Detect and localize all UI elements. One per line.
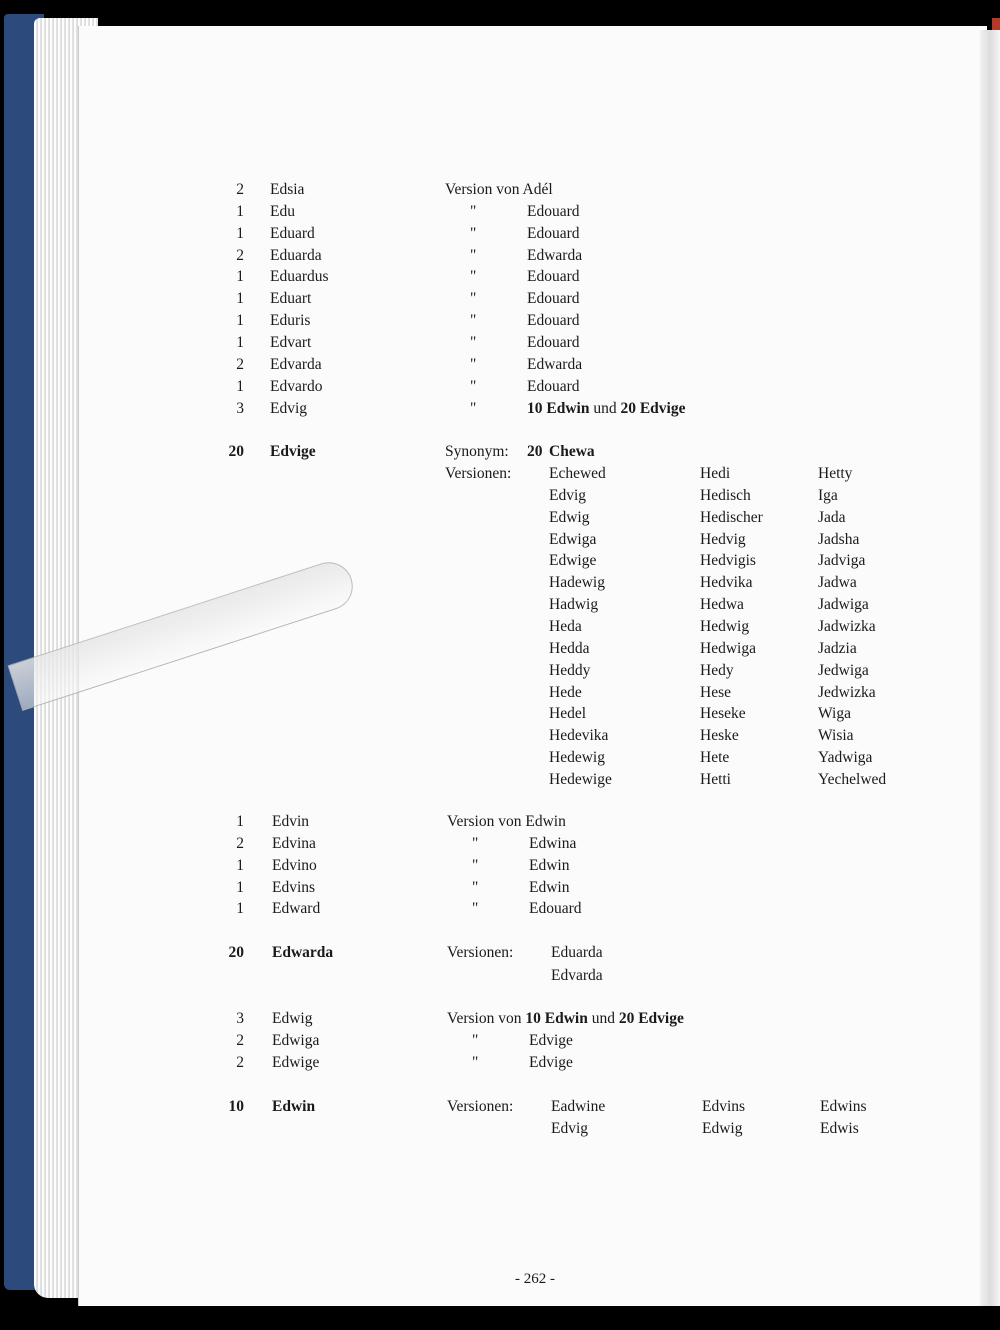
ditto-mark: " <box>472 1032 479 1049</box>
entry-count: 1 <box>236 202 244 220</box>
version-name: Jadzia <box>818 639 857 657</box>
entry-version: Edwin <box>529 878 570 896</box>
version-name: Hedewig <box>549 749 605 767</box>
version-name: Yechelwed <box>818 770 887 788</box>
synonym-label: Synonym: <box>445 443 509 460</box>
entry-row <box>0 857 1000 879</box>
version-name: Wiga <box>818 705 851 723</box>
entry-row <box>0 813 1000 835</box>
ditto-mark: " <box>472 1053 479 1071</box>
entry-row <box>0 531 1000 553</box>
ditto-mark: " <box>472 900 479 918</box>
entry-row <box>0 356 1000 378</box>
entry-version: Edouard <box>527 202 580 220</box>
entry-version: Edouard <box>527 333 580 351</box>
entry-version: Edwin <box>529 856 570 874</box>
entry-count: 2 <box>236 181 244 198</box>
version-name: Eduarda <box>551 944 603 961</box>
entry-row <box>0 1120 1000 1142</box>
entry-row <box>0 509 1000 531</box>
version-name: Hese <box>700 683 731 701</box>
version-name: Edvins <box>702 1098 746 1115</box>
entry-row <box>0 400 1000 422</box>
entry-row <box>0 378 1000 400</box>
entry-name: Eduardus <box>270 268 329 286</box>
entry-name: Edwiga <box>272 1032 320 1049</box>
entry-name: Edvart <box>270 333 312 351</box>
entry-row <box>0 443 1000 465</box>
entry-count: 2 <box>236 355 244 373</box>
version-name: Heda <box>549 617 582 635</box>
ditto-mark: " <box>472 878 479 896</box>
synonym-number: 20 <box>527 443 543 460</box>
entry-name: Eduard <box>270 224 315 242</box>
entry-row <box>0 552 1000 574</box>
entry-row <box>0 1054 1000 1076</box>
page-number: - 262 - <box>515 1271 555 1287</box>
version-name: Jadwa <box>818 574 857 592</box>
version-name: Hedisch <box>700 486 751 504</box>
version-name: Jedwiga <box>818 661 869 679</box>
entry-row <box>0 465 1000 487</box>
version-name: Hedwa <box>700 596 744 614</box>
version-name: Hede <box>549 683 582 701</box>
entry-version: Version von Adél <box>445 181 553 198</box>
version-name: Hedevika <box>549 727 609 745</box>
entry-version: Edvige <box>529 1053 573 1071</box>
version-part: Edvige <box>638 1010 684 1027</box>
version-part: und <box>593 400 621 417</box>
entry-version: Edouard <box>527 268 580 286</box>
entry-name: Edvins <box>272 878 316 896</box>
entry-name: Edvina <box>272 834 316 852</box>
entry-name: Edvino <box>272 856 317 874</box>
entry-row <box>0 334 1000 356</box>
entry-version: Edouard <box>529 900 582 918</box>
version-name: Heske <box>700 727 739 745</box>
entry-name: Edwige <box>272 1053 320 1071</box>
versions-label: Versionen: <box>445 465 512 482</box>
entry-count: 2 <box>236 1053 244 1071</box>
entry-row <box>0 181 1000 203</box>
entry-name: Edsia <box>270 181 305 198</box>
entry-row <box>0 944 1000 966</box>
entry-name: Edvarda <box>270 355 322 373</box>
entry-row <box>0 771 1000 793</box>
version-name: Heddy <box>549 661 591 679</box>
version-part: 20 <box>620 400 640 417</box>
entry-name: Edvig <box>270 400 308 417</box>
entry-name: Edwarda <box>272 944 334 961</box>
entry-name: Edvin <box>272 813 310 830</box>
version-name: Hedewige <box>549 770 612 788</box>
version-part: Edvige <box>639 400 686 417</box>
version-name: Yadwiga <box>818 749 873 767</box>
version-part: Edwin <box>546 400 594 417</box>
version-part: 10 <box>527 400 547 417</box>
entry-name: Edvige <box>270 443 316 460</box>
entry-version <box>447 1010 684 1028</box>
entry-name: Eduarda <box>270 246 322 264</box>
entry-name: Eduris <box>270 312 311 330</box>
version-name: Hedi <box>700 465 731 482</box>
version-name: Hedel <box>549 705 587 723</box>
entry-version: Edouard <box>527 290 580 308</box>
ditto-mark: " <box>472 834 479 852</box>
entry-version <box>527 400 686 418</box>
entry-row <box>0 487 1000 509</box>
entry-version: Edwarda <box>527 355 583 373</box>
version-part: 20 <box>618 1010 639 1027</box>
entry-version: Edwarda <box>527 246 583 264</box>
version-name: Hedvika <box>700 574 753 592</box>
entry-row <box>0 749 1000 771</box>
entry-row <box>0 1010 1000 1032</box>
entry-version: Edouard <box>527 377 580 395</box>
entry-count: 20 <box>228 443 244 460</box>
version-name: Hedvigis <box>700 552 756 570</box>
bookmark-ribbon <box>992 18 1000 30</box>
synonym-name: Chewa <box>549 443 595 460</box>
version-name: Edwig <box>702 1119 743 1137</box>
ditto-mark: " <box>470 224 477 242</box>
entry-row <box>0 203 1000 225</box>
version-name: Wisia <box>818 727 854 745</box>
version-name: Hedwiga <box>700 639 756 657</box>
version-name: Edvig <box>549 486 587 504</box>
versions-label: Versionen: <box>447 1098 514 1115</box>
entry-count: 2 <box>236 834 244 852</box>
version-name: Jadviga <box>818 552 866 570</box>
entry-count: 1 <box>236 878 244 896</box>
entry-count: 1 <box>236 377 244 395</box>
version-name: Edwig <box>549 508 590 526</box>
version-name: Eadwine <box>551 1098 606 1115</box>
entry-row <box>0 596 1000 618</box>
ditto-mark: " <box>470 246 477 264</box>
entry-count: 10 <box>228 1098 244 1115</box>
entry-count: 20 <box>228 944 244 961</box>
entry-count: 1 <box>236 224 244 242</box>
version-name: Edvarda <box>551 967 603 984</box>
ditto-mark: " <box>470 355 477 373</box>
entry-count: 3 <box>236 1010 244 1027</box>
ditto-mark: " <box>470 312 477 330</box>
entry-row <box>0 574 1000 596</box>
version-name: Hetty <box>818 465 853 482</box>
version-name: Jadwiga <box>818 596 869 614</box>
version-name: Hedwig <box>700 617 750 635</box>
entry-count: 1 <box>236 312 244 330</box>
entry-count: 1 <box>236 333 244 351</box>
ditto-mark: " <box>470 202 477 220</box>
version-name: Echewed <box>549 465 606 482</box>
entry-row <box>0 835 1000 857</box>
version-name: Heseke <box>700 705 746 723</box>
version-name: Hete <box>700 749 730 767</box>
ditto-mark: " <box>470 377 477 395</box>
entry-count: 1 <box>236 813 244 830</box>
ditto-mark: " <box>470 400 477 417</box>
entry-row <box>0 268 1000 290</box>
entry-version: Edouard <box>527 312 580 330</box>
version-name: Edwins <box>820 1098 867 1115</box>
version-name: Hedy <box>700 661 734 679</box>
ditto-mark: " <box>470 290 477 308</box>
entry-row <box>0 684 1000 706</box>
entry-version: Edvige <box>529 1032 573 1049</box>
entry-name: Edwin <box>272 1098 316 1115</box>
version-name: Hedda <box>549 639 590 657</box>
ditto-mark: " <box>470 333 477 351</box>
version-name: Hetti <box>700 770 731 788</box>
entry-count: 2 <box>236 246 244 264</box>
version-name: Jedwizka <box>818 683 876 701</box>
version-part: Edwin <box>544 1010 592 1027</box>
entry-version: Version von Edwin <box>447 813 566 830</box>
entry-version: Edwina <box>529 834 577 852</box>
version-name: Jadwizka <box>818 617 876 635</box>
version-name: Hadwig <box>549 596 599 614</box>
ditto-mark: " <box>472 856 479 874</box>
entry-row <box>0 312 1000 334</box>
entry-row <box>0 290 1000 312</box>
version-part: Version von <box>447 1010 526 1027</box>
entry-row <box>0 225 1000 247</box>
entry-row <box>0 705 1000 727</box>
version-name: Jadsha <box>818 530 860 548</box>
entry-row <box>0 727 1000 749</box>
versions-label: Versionen: <box>447 944 514 961</box>
version-name: Edwiga <box>549 530 597 548</box>
version-name: Hadewig <box>549 574 605 592</box>
entry-row <box>0 900 1000 922</box>
ditto-mark: " <box>470 268 477 286</box>
entry-name: Edu <box>270 202 295 220</box>
version-name: Iga <box>818 486 838 504</box>
version-name: Edwis <box>820 1119 859 1137</box>
entry-row <box>0 1098 1000 1120</box>
entry-version: Edouard <box>527 224 580 242</box>
entry-row <box>0 247 1000 269</box>
entry-name: Edvardo <box>270 377 323 395</box>
entry-count: 1 <box>236 856 244 874</box>
entry-row <box>0 1032 1000 1054</box>
version-name: Hedvig <box>700 530 746 548</box>
version-part: und <box>591 1010 619 1027</box>
entry-name: Edwig <box>272 1010 313 1027</box>
version-name: Edwige <box>549 552 597 570</box>
entry-count: 3 <box>236 400 244 417</box>
entry-name: Edward <box>272 900 321 918</box>
version-name: Edvig <box>551 1119 589 1137</box>
entry-row <box>0 967 1000 989</box>
entry-count: 1 <box>236 900 244 918</box>
entry-count: 1 <box>236 268 244 286</box>
entry-name: Eduart <box>270 290 312 308</box>
entry-row <box>0 879 1000 901</box>
version-part: 10 <box>525 1010 545 1027</box>
version-name: Jada <box>818 508 846 526</box>
version-name: Hedischer <box>700 508 763 526</box>
entry-count: 1 <box>236 290 244 308</box>
entry-count: 2 <box>236 1032 244 1049</box>
